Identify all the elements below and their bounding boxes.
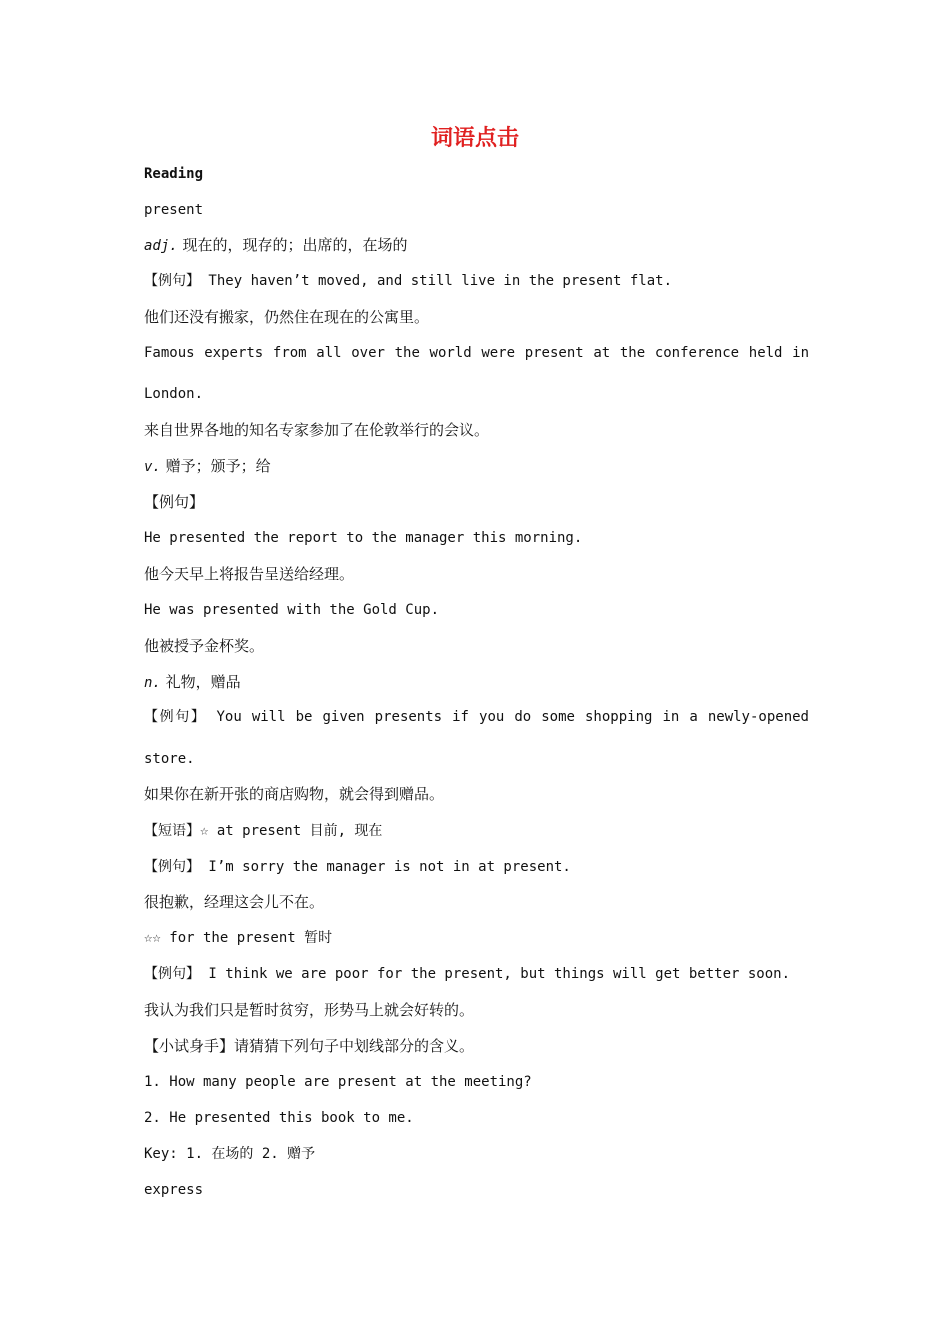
- example-sentence: 【例句】 I think we are poor for the present, but things will get better soon.: [144, 966, 791, 982]
- exercise-heading: 【小试身手】请猜猜下列句子中划线部分的含义。: [144, 1037, 475, 1055]
- example-sentence-cont: London.: [144, 386, 204, 402]
- pos-label: adj.: [144, 238, 178, 254]
- example-sentence: 【例句】 You will be given presents if you do some shopping in a newly-opened: [144, 709, 809, 725]
- example-sentence: He was presented with the Gold Cup.: [144, 602, 440, 618]
- example-translation: 他今天早上将报告呈送给经理。: [144, 565, 355, 583]
- example-translation: 他被授予金杯奖。: [144, 637, 265, 655]
- phrase-entry: 【短语】☆ at present 目前, 现在: [144, 823, 383, 839]
- section-heading: Reading: [144, 166, 204, 182]
- phrase-entry: ☆☆ for the present 暂时: [144, 930, 333, 946]
- definition-text: 赠予；颁予；给: [160, 457, 271, 475]
- definition-text: 现在的，现存的；出席的，在场的: [177, 236, 408, 254]
- example-sentence: He presented the report to the manager this morning.: [144, 530, 583, 546]
- headword-present: present: [144, 202, 204, 218]
- example-translation: 如果你在新开张的商店购物，就会得到赠品。: [144, 785, 445, 803]
- definition-text: 礼物，赠品: [160, 673, 241, 691]
- example-sentence: 【例句】 They haven’t moved, and still live in the present flat.: [144, 273, 673, 289]
- definition-noun: [144, 672, 809, 693]
- answer-key: Key: 1. 在场的 2. 赠予: [144, 1146, 316, 1162]
- exercise-item: 2. He presented this book to me.: [144, 1110, 414, 1126]
- exercise-item: 1. How many people are present at the meeting?: [144, 1074, 532, 1090]
- example-sentence: Famous experts from all over the world were present at the conference held in: [144, 345, 809, 361]
- example-sentence: 【例句】 I’m sorry the manager is not in at present.: [144, 859, 571, 875]
- pos-label: n.: [144, 675, 161, 691]
- example-label: 【例句】: [144, 493, 205, 511]
- example-translation: 来自世界各地的知名专家参加了在伦敦举行的会议。: [144, 421, 490, 439]
- definition-verb: [144, 456, 809, 477]
- definition-adj: [144, 235, 809, 256]
- example-sentence-cont: store.: [144, 751, 195, 767]
- headword-express: express: [144, 1182, 204, 1198]
- example-translation: 很抱歉，经理这会儿不在。: [144, 893, 325, 911]
- pos-label: v.: [144, 459, 161, 475]
- page-title: 词语点击: [430, 126, 519, 151]
- example-translation: 他们还没有搬家，仍然住在现在的公寓里。: [144, 308, 430, 326]
- example-translation: 我认为我们只是暂时贫穷，形势马上就会好转的。: [144, 1001, 475, 1019]
